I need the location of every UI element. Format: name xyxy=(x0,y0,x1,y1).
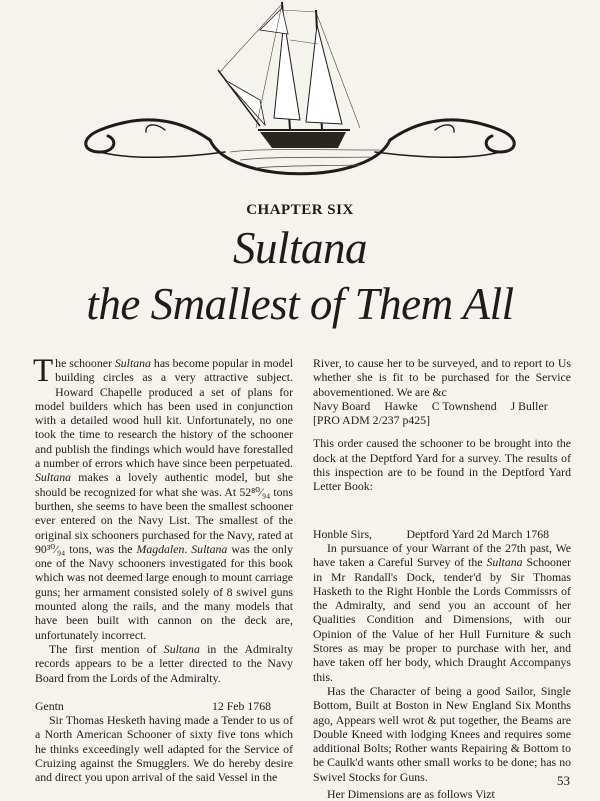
intro-text-2: has become popular in model building circles as a very attractive subject. Howard Chapelle produced a set of plans for model builders which has been used in conjunction with a detailed wood hull kit. Unfortunately, no one took the time to research the history of the schooner and publish the findings which would have forestalled a number of errors which have since been perpetuated. xyxy=(35,356,293,471)
chapter-title-line-2: the Smallest of Them All xyxy=(86,279,514,329)
paragraph-intro xyxy=(33,353,293,642)
letter-1-signatories xyxy=(313,399,571,413)
drop-cap: T xyxy=(33,353,54,389)
letter-1-continued: River, to cause her to be surveyed, and to report to Us whether she is fit to be purchased for the Service abovementioned. We are &c xyxy=(313,356,571,399)
intro-text-5: was the only one of the Navy schooners investigated for this book which was not deemed large enough to mount carriage guns; her armament consisted solely of 8 swivel guns mounted along the rails, and the many models that have been built with cannon on the deck are, unfortunately incorrect. xyxy=(35,541,293,642)
admiralty-text-2: in the Admiralty records appears to be a letter directed to the Navy Board from the Lords of the Admiralty. xyxy=(35,641,293,685)
right-column xyxy=(313,356,571,801)
letter-1-body: Sir Thomas Hesketh having made a Tender to us of a North American Schooner of sixty five tons which he thinks exceedingly well adapted for the Service of Cruizing against the Smugglers. We do hereby desire and direct you upon arrival of the said Vessel in the xyxy=(35,713,293,785)
chapter-title-line-1: Sultana xyxy=(232,223,367,273)
intro-text-1: he schooner xyxy=(55,356,115,370)
chapter-label: CHAPTER SIX xyxy=(246,202,354,218)
intro-text-4: . xyxy=(184,541,192,556)
admiralty-text-1: The first mention of xyxy=(49,641,164,656)
ship-name: Sultana xyxy=(191,541,228,556)
ship-name: Sultana xyxy=(486,555,523,570)
letter-2-salutation: Honble Sirs, xyxy=(313,526,372,541)
signatory: Navy Board xyxy=(313,398,371,413)
letter-1-header xyxy=(35,699,293,713)
left-column xyxy=(33,353,293,785)
intro-text-3: makes a lovely authentic model, but she should be recognized for what she was. At 52⁸⁰⁄₉₄ tons burthen, she seems to have been the smallest schooner ever entered on the Navy List. The smallest of the original six schooners purchased for the Navy, rated at 90³⁰⁄₉₄ tons, was the xyxy=(35,470,293,556)
letter-1-date: 12 Feb 1768 xyxy=(212,698,271,713)
letter-2-paragraph-1 xyxy=(313,541,571,684)
ship-name: Magdalen xyxy=(136,541,185,556)
letter-2-date: Deptford Yard 2d March 1768 xyxy=(406,526,549,541)
letter-2-header xyxy=(313,527,571,541)
signatory: J Buller xyxy=(510,398,548,413)
ship-illustration xyxy=(60,0,540,200)
signatory: C Townshend xyxy=(431,398,497,413)
letter-2-paragraph-3: Her Dimensions are as follows Vizt xyxy=(327,787,495,801)
page-number: 53 xyxy=(557,773,570,788)
ship-name: Sultana xyxy=(163,641,200,656)
letter-2-text-a: In pursuance of your Warrant of the 27th past, We have taken a Careful Survey of the xyxy=(313,540,571,570)
letter-2-paragraph-2: Has the Character of being a good Sailor, Single Bottom, Built at Boston in New England Six Months ago, Appears well wrot & put together, the Beams are Double Kneed with lodging Knees and requires some additional Bolts; Rother wants Repairing & Bottom to be Caulk'd wants other small works to be done; has no Swivel Stocks for Guns. xyxy=(313,683,571,784)
paragraph-admiralty xyxy=(35,642,293,685)
ship-name: Sultana xyxy=(35,470,72,485)
letter-2-text-b: Schooner in Mr Randall's Dock, tender'd by Sir Thomas Hasketh to the Right Honble the Lords Commissrs of the Admiralty, and send you an account of her Qualities Condition and Dimensions, with our Opinion of the Value of her Hull Furniture & such Stores as may be proper to purchase with her, and have taken off her body, which Draught Accompanys this. xyxy=(313,555,571,684)
ship-name: Sultana xyxy=(114,356,151,370)
letter-1-salutation: Gentn xyxy=(35,698,64,713)
signatory: Hawke xyxy=(384,398,418,413)
archive-reference: [PRO ADM 2/237 p425] xyxy=(313,413,430,428)
paragraph-survey: This order caused the schooner to be brought into the dock at the Deptford Yard for a survey. The results of this inspection are to be found in the Deptford Yard Letter Book: xyxy=(313,436,571,494)
